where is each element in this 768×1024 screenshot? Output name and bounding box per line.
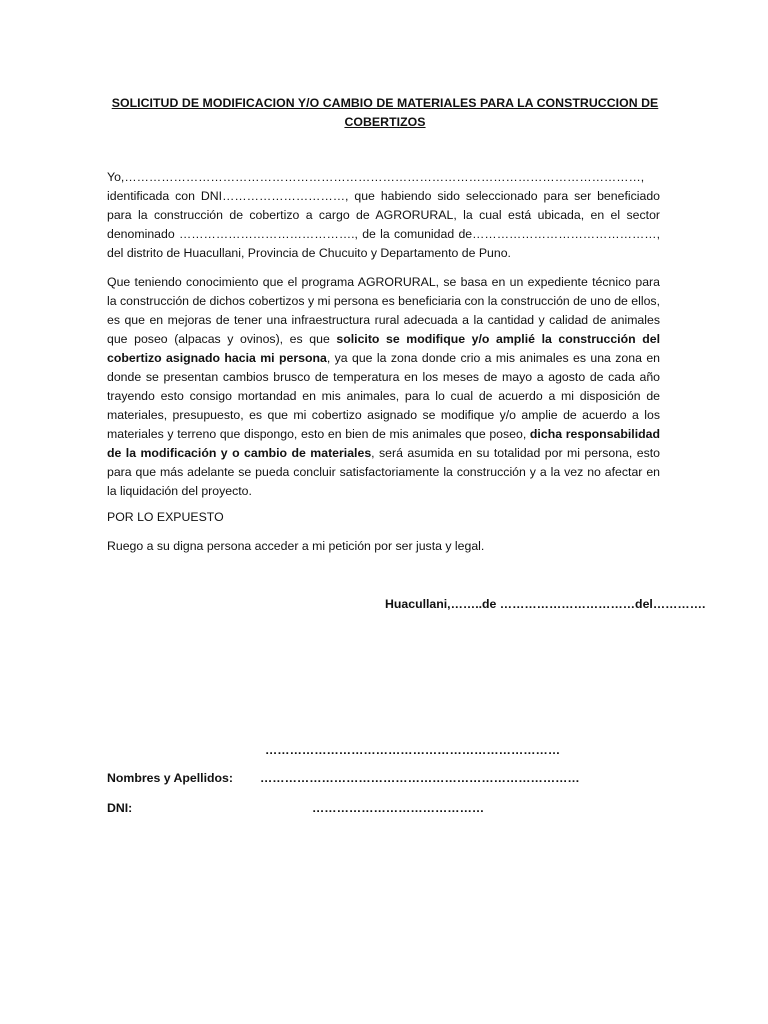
paragraph-request-part3: , será asumida en su totalidad por mi persona, esto para que más adelante se pueda concluir satisfactoriamente la construcción y a la vez no afectar en la liquidación del proyecto. — [107, 446, 660, 498]
paragraph-declaration: Yo,………………………………………………………………………………………………………………, identificada con DNI…………………………, que habiendo sido seleccionado para ser beneficiado para la construcción de cobertizo a cargo de AGRORURAL, la cual está ubicada, en el sector denominado ……………………………………., de la comunidad de………………………………………, del distrito de Huacullani, Provincia de Chucuito y Departamento de Puno. — [107, 170, 660, 260]
paragraph-request-bold1: solicito se modifique y/o amplié la construcción del cobertizo asignado hacia mi persona — [107, 332, 660, 365]
por-lo-expuesto-heading: POR LO EXPUESTO — [107, 510, 224, 524]
signature-line: ……………………………………………………………… — [265, 743, 561, 757]
paragraph-request — [107, 273, 660, 501]
name-field-dots: …………………………………………………………………… — [260, 771, 580, 785]
name-label: Nombres y Apellidos: — [107, 771, 233, 785]
paragraph-request-bold2: dicha responsabilidad de la modificación y o cambio de materiales — [107, 427, 660, 460]
document-title: SOLICITUD DE MODIFICACION Y/O CAMBIO DE MATERIALES PARA LA CONSTRUCCION DE COBERTIZOS — [111, 96, 659, 129]
dni-field-dots: …………………………………… — [312, 801, 485, 815]
paragraph-request-part2: , ya que la zona donde crio a mis animales es una zona en donde se presentan cambios brusco de temperatura en los meses de mayo a agosto de cada año trayendo esto consigo mortandad en mis animales, para lo cual de acuerdo a mi disposición de materiales, presupuesto, es que mi cobertizo asignado se modifique y/o amplie de acuerdo a los materiales y terreno que dispongo, esto en bien de mis animales que poseo, — [107, 351, 660, 441]
ruego-paragraph: Ruego a su digna persona acceder a mi petición por ser justa y legal. — [107, 539, 485, 553]
date-line: Huacullani,……..de ……………………………del…………. — [385, 597, 706, 611]
dni-label: DNI: — [107, 801, 133, 815]
paragraph-request-part1: Que teniendo conocimiento que el programa AGRORURAL, se basa en un expediente técnico para la construcción de dichos cobertizos y mi persona es beneficiaria con la construcción de uno de ellos, es que en mejoras de tener una infraestructura rural adecuada a la cantidad y calidad de animales que poseo (alpacas y ovinos), es que — [107, 275, 660, 346]
